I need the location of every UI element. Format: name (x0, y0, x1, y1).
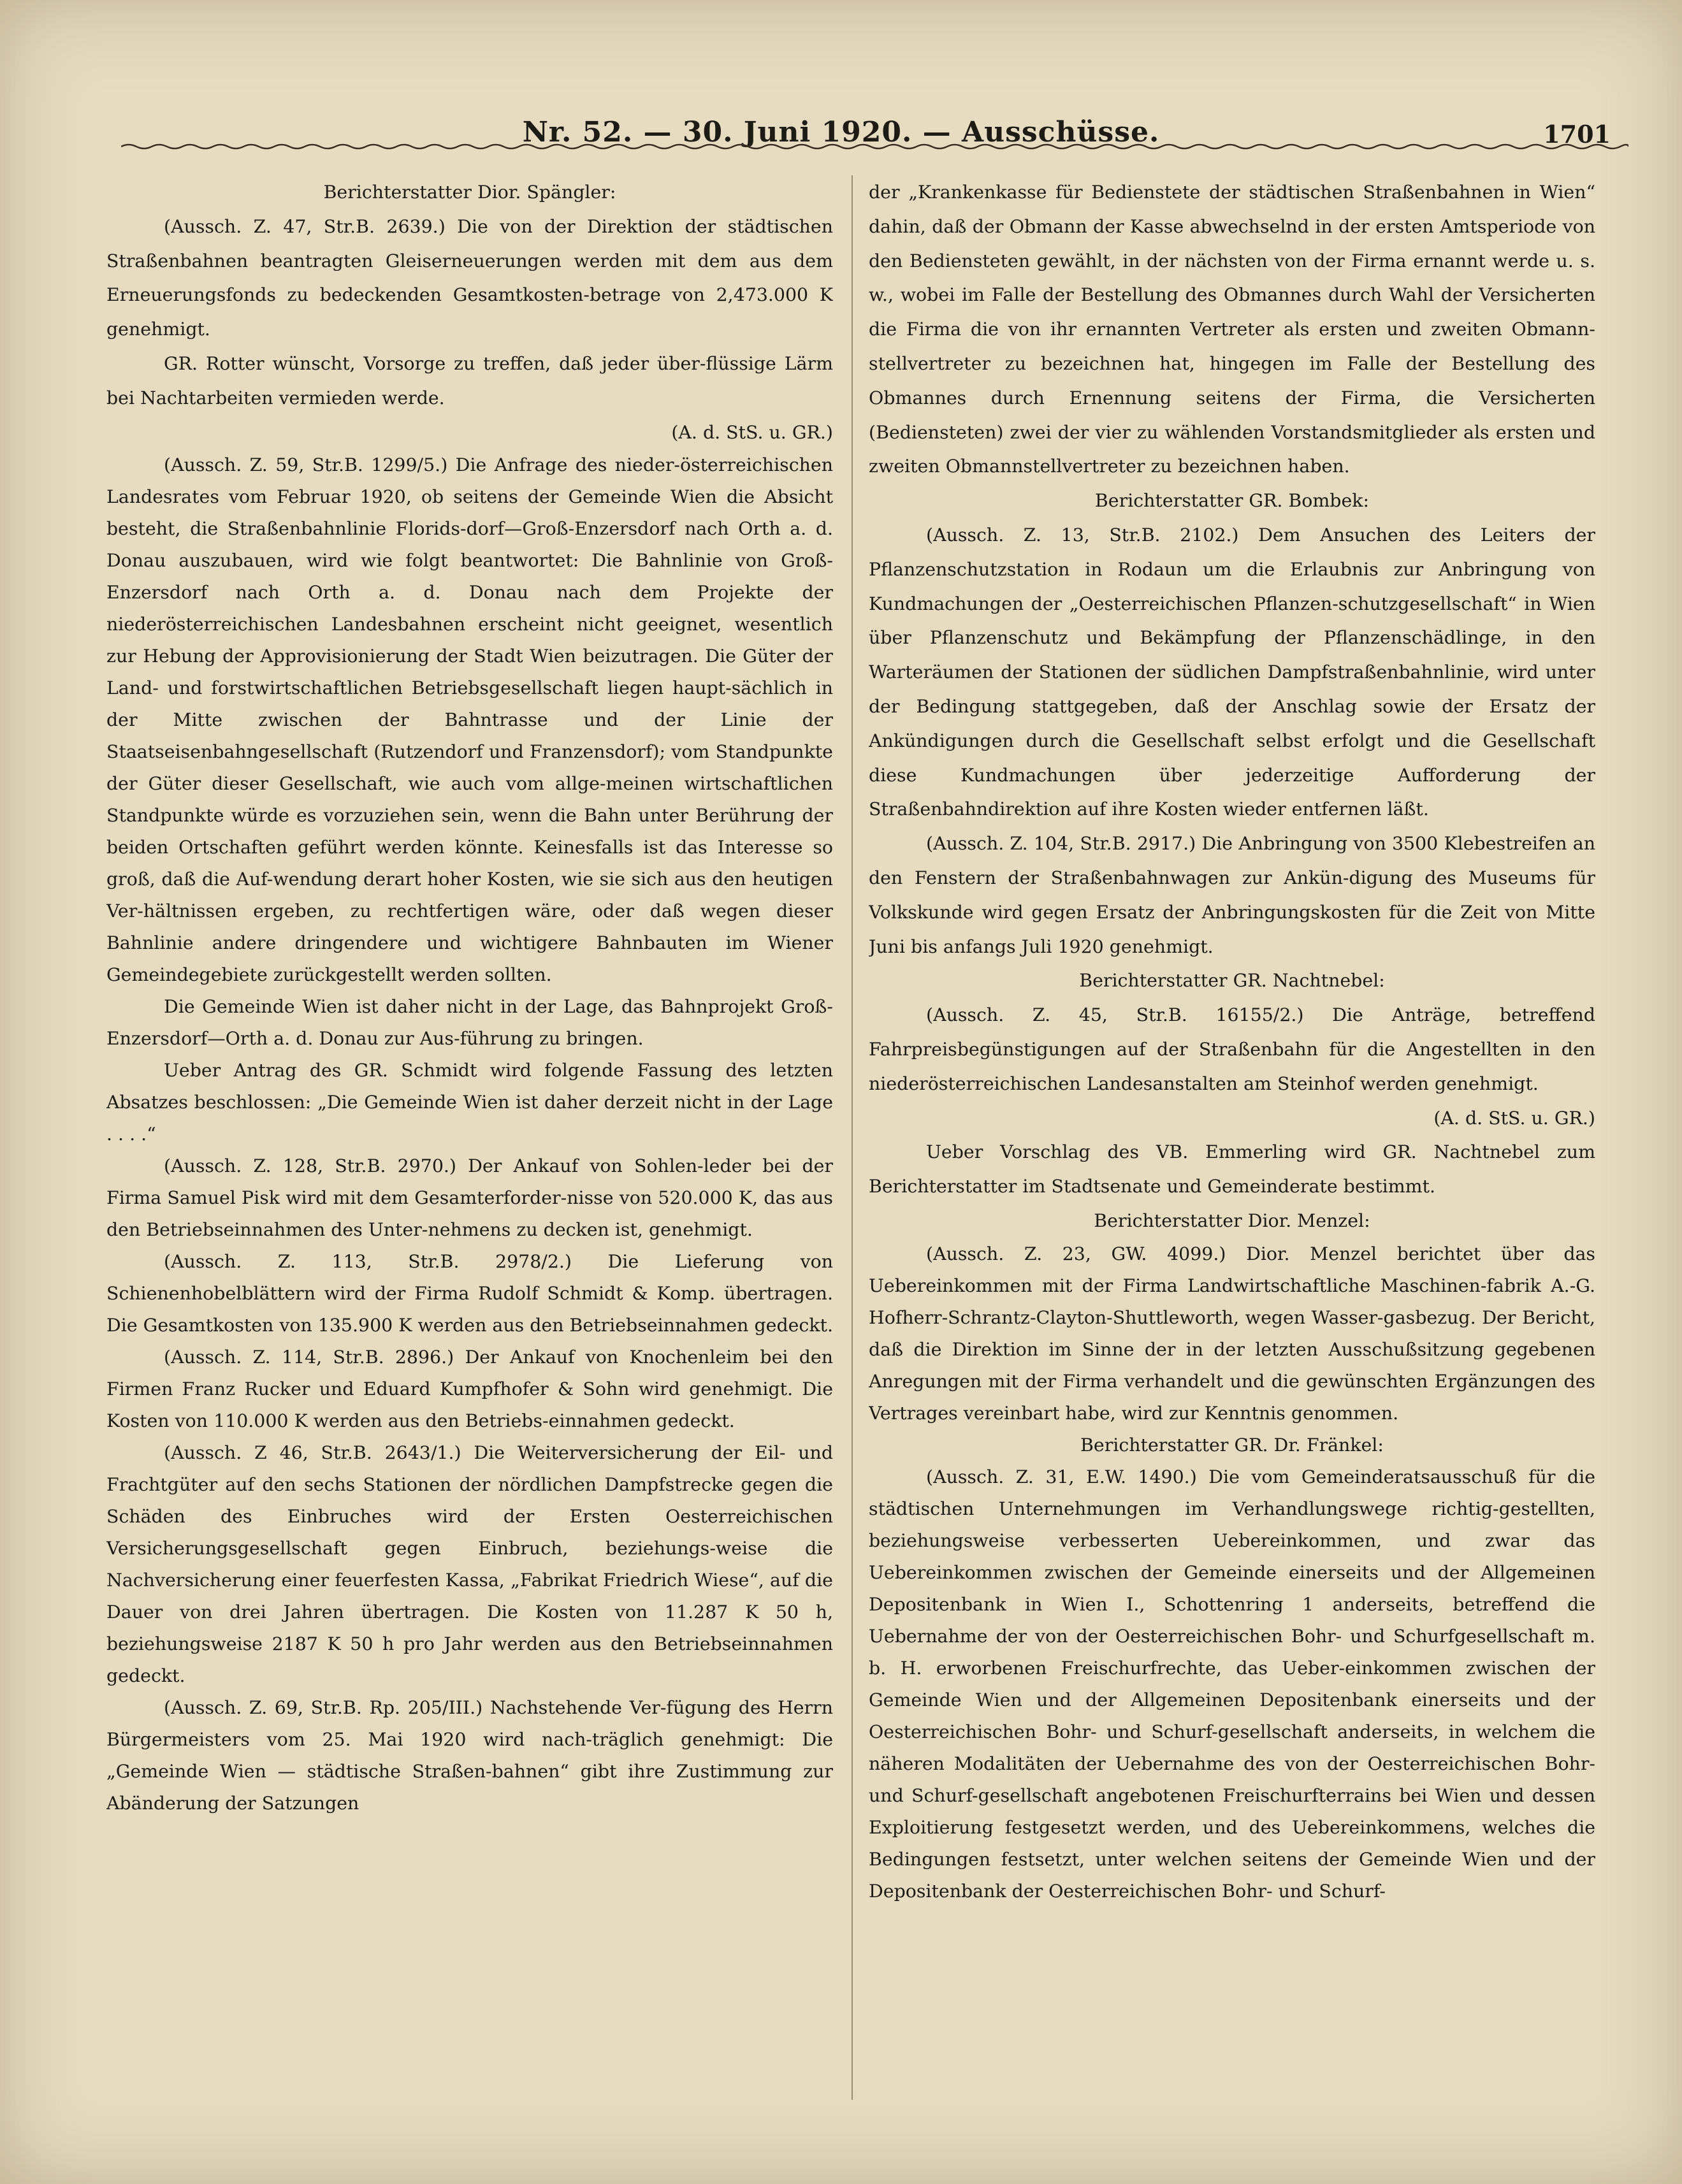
paragraph: (Aussch. Z. 104, Str.B. 2917.) Die Anbringung von 3500 Klebestreifen an den Fenstern der Straßenbahnwagen zur Ankün-digung des Museums für Volkskunde wird gegen Ersatz der Anbringungskosten für die Zeit von Mitte Juni bis anfangs Juli 1920 genehmigt. (869, 833, 1595, 957)
paragraph: (Aussch. Z. 23, GW. 4099.) Dior. Menzel berichtet über das Uebereinkommen mit der Firma Landwirtschaftliche Maschinen-fabrik A.-G. Hofherr-Schrantz-Clayton-Shuttleworth, wegen Wasser-gasbezug. Der Bericht, daß die Direktion im Sinne der in der letzten Ausschußsitzung gegebenen Anregungen mit der Firma verhandelt und die gewünschten Ergänzungen des Vertrages vereinbart habe, wird zur Kenntnis genommen. (869, 1243, 1595, 1424)
reporter-heading: Berichterstatter GR. Bombek: (1094, 490, 1370, 512)
reporter-heading: Berichterstatter Dior. Menzel: (1094, 1210, 1370, 1231)
paragraph: (Aussch. Z. 113, Str.B. 2978/2.) Die Lieferung von Schienenhobelblättern wird der Firma Rudolf Schmidt & Komp. übertragen. Die Gesamtkosten von 135.900 K werden aus den Betriebseinnahmen gedeckt. (106, 1251, 833, 1336)
header-rule (121, 141, 1628, 152)
reporter-heading: Berichterstatter Dior. Spängler: (323, 182, 616, 203)
referral-note: (A. d. StS. u. GR.) (671, 421, 833, 443)
reporter-heading: Berichterstatter GR. Dr. Fränkel: (1080, 1434, 1384, 1456)
paragraph: Die Gemeinde Wien ist daher nicht in der Lage, das Bahnprojekt Groß-Enzersdorf—Orth a. d. Donau zur Aus-führung zu bringen. (106, 996, 833, 1050)
paragraph: GR. Rotter wünscht, Vorsorge zu treffen, daß jeder über-flüssige Lärm bei Nachtarbeiten vermieden werde. (106, 352, 833, 409)
paragraph: (Aussch. Z. 128, Str.B. 2970.) Der Ankauf von Sohlen-leder bei der Firma Samuel Pisk wird mit dem Gesamterforder-nisse von 520.000 K, das aus den Betriebseinnahmen des Unter-nehmens zu decken ist, genehmigt. (106, 1155, 833, 1241)
page-number: 1701 (1543, 120, 1611, 148)
right-column (869, 175, 1595, 2100)
referral-note: (A. d. StS. u. GR.) (1433, 1107, 1595, 1129)
paragraph: der „Krankenkasse für Bedienstete der städtischen Straßenbahnen in Wien“ dahin, daß der Obmann der Kasse abwechselnd in der ersten Amtsperiode von den Bediensteten gewählt, in der nächsten von der Firma ernannt werde u. s. w., wobei im Falle der Bestellung des Obmannes durch Wahl der Versicherten die Firma die von ihr ernannten Vertreter als ersten und zweiten Obmann-stellvertreter zu bezeichnen hat, hingegen im Falle der Bestellung des Obmannes durch Ernennung seitens der Firma, die Versicherten (Bediensteten) zwei der vier zu wählenden Vorstandsmitglieder als ersten und zweiten Obmannstellvertreter zu bezeichnen haben. (869, 182, 1595, 477)
paragraph: (Aussch. Z. 47, Str.B. 2639.) Die von der Direktion der städtischen Straßenbahnen beantragten Gleiserneuerungen werden mit dem aus dem Erneuerungsfonds zu bedeckenden Gesamtkosten-betrage von 2,473.000 K genehmigt. (106, 215, 833, 340)
left-column (106, 175, 833, 2100)
paragraph: Ueber Vorschlag des VB. Emmerling wird GR. Nachtnebel zum Berichterstatter im Stadtsenate und Gemeinderate bestimmt. (869, 1141, 1595, 1197)
paragraph: (Aussch. Z. 59, Str.B. 1299/5.) Die Anfrage des nieder-österreichischen Landesrates vom Februar 1920, ob seitens der Gemeinde Wien die Absicht besteht, die Straßenbahnlinie Florids-dorf—Groß-Enzersdorf nach Orth a. d. Donau auszubauen, wird wie folgt beantwortet: Die Bahnlinie von Groß-Enzersdorf nach Orth a. d. Donau nach dem Projekte der niederösterreichischen Landesbahnen erscheint nicht geeignet, wesentlich zur Hebung der Approvisionierung der Stadt Wien beizutragen. Die Güter der Land- und forstwirtschaftlichen Betriebsgesellschaft liegen haupt-sächlich in der Mitte zwischen der Bahntrasse und der Linie der Staatseisenbahngesellschaft (Rutzendorf und Franzensdorf); vom Standpunkte der Güter dieser Gesellschaft, wie auch vom allge-meinen wirtschaftlichen Standpunkte würde es vorzuziehen sein, wenn die Bahn unter Berührung der beiden Ortschaften geführt werden könnte. Keinesfalls ist das Interesse so groß, daß die Auf-wendung derart hoher Kosten, wie sie sich aus den heutigen Ver-hältnissen ergeben, zu rechtfertigen wäre, oder daß wegen dieser Bahnlinie andere dringendere und wichtigere Bahnbauten im Wiener Gemeindegebiete zurückgestellt werden sollten. (106, 454, 833, 986)
header-title: Nr. 52. — 30. Juni 1920. — Ausschüsse. (522, 116, 1160, 148)
paragraph: Ueber Antrag des GR. Schmidt wird folgende Fassung des letzten Absatzes beschlossen: „Die Gemeinde Wien ist daher derzeit nicht in der Lage . . . .“ (106, 1060, 833, 1145)
page-header (0, 116, 1682, 161)
column-divider (852, 175, 853, 2100)
paragraph: (Aussch. Z. 69, Str.B. Rp. 205/III.) Nachstehende Ver-fügung des Herrn Bürgermeisters vom 25. Mai 1920 wird nach-träglich genehmigt: Die „Gemeinde Wien — städtische Straßen-bahnen“ gibt ihre Zustimmung zur Abänderung der Satzungen (106, 1697, 833, 1814)
reporter-heading: Berichterstatter GR. Nachtnebel: (1079, 970, 1385, 992)
paragraph: (Aussch. Z. 13, Str.B. 2102.) Dem Ansuchen des Leiters der Pflanzenschutzstation in Rodaun um die Erlaubnis zur Anbringung von Kundmachungen der „Oesterreichischen Pflanzen-schutzgesellschaft“ in Wien über Pflanzenschutz und Bekämpfung der Pflanzenschädlinge, in den Warteräumen der Stationen der südlichen Dampfstraßenbahnlinie, wird unter der Bedingung stattgegeben, daß der Anschlag sowie der Ersatz der Ankündigungen durch die Gesellschaft selbst erfolgt und die Gesellschaft diese Kundmachungen über jederzeitige Aufforderung der Straßenbahndirektion auf ihre Kosten wieder entfernen läßt. (869, 524, 1595, 820)
paragraph: (Aussch. Z 46, Str.B. 2643/1.) Die Weiterversicherung der Eil- und Frachtgüter auf den sechs Stationen der nördlichen Dampfstrecke gegen die Schäden des Einbruches wird der Ersten Oesterreichischen Versicherungsgesellschaft gegen Einbruch, beziehungs-weise die Nachversicherung einer feuerfesten Kassa, „Fabrikat Friedrich Wiese“, auf die Dauer von drei Jahren übertragen. Die Kosten von 11.287 K 50 h, beziehungsweise 2187 K 50 h pro Jahr werden aus den Betriebseinnahmen gedeckt. (106, 1442, 833, 1687)
paragraph: (Aussch. Z. 31, E.W. 1490.) Die vom Gemeinderatsausschuß für die städtischen Unternehmungen im Verhandlungswege richtig-gestellten, beziehungsweise verbesserten Uebereinkommen, und zwar das Uebereinkommen zwischen der Gemeinde einerseits und der Allgemeinen Depositenbank in Wien I., Schottenring 1 anderseits, betreffend die Uebernahme der von der Oesterreichischen Bohr- und Schurfgesellschaft m. b. H. erworbenen Freischurfrechte, das Ueber-einkommen zwischen der Gemeinde Wien und der Allgemeinen Depositenbank einerseits und der Oesterreichischen Bohr- und Schurf-gesellschaft anderseits, in welchem die näheren Modalitäten der Uebernahme des von der Oesterreichischen Bohr- und Schurf-gesellschaft angebotenen Freischurfterrains bei Wien und dessen Exploitierung festgesetzt werden, und des Uebereinkommens, welches die Bedingungen festsetzt, unter welchen seitens der Gemeinde Wien und der Depositenbank der Oesterreichischen Bohr- und Schurf- (869, 1466, 1595, 1902)
paragraph: (Aussch. Z. 114, Str.B. 2896.) Der Ankauf von Knochenleim bei den Firmen Franz Rucker und Eduard Kumpfhofer & Sohn wird genehmigt. Die Kosten von 110.000 K werden aus den Betriebs-einnahmen gedeckt. (106, 1347, 833, 1432)
paragraph: (Aussch. Z. 45, Str.B. 16155/2.) Die Anträge, betreffend Fahrpreisbegünstigungen auf der Straßenbahn für die Angestellten in den niederösterreichischen Landesanstalten am Steinhof werden genehmigt. (869, 1004, 1595, 1094)
